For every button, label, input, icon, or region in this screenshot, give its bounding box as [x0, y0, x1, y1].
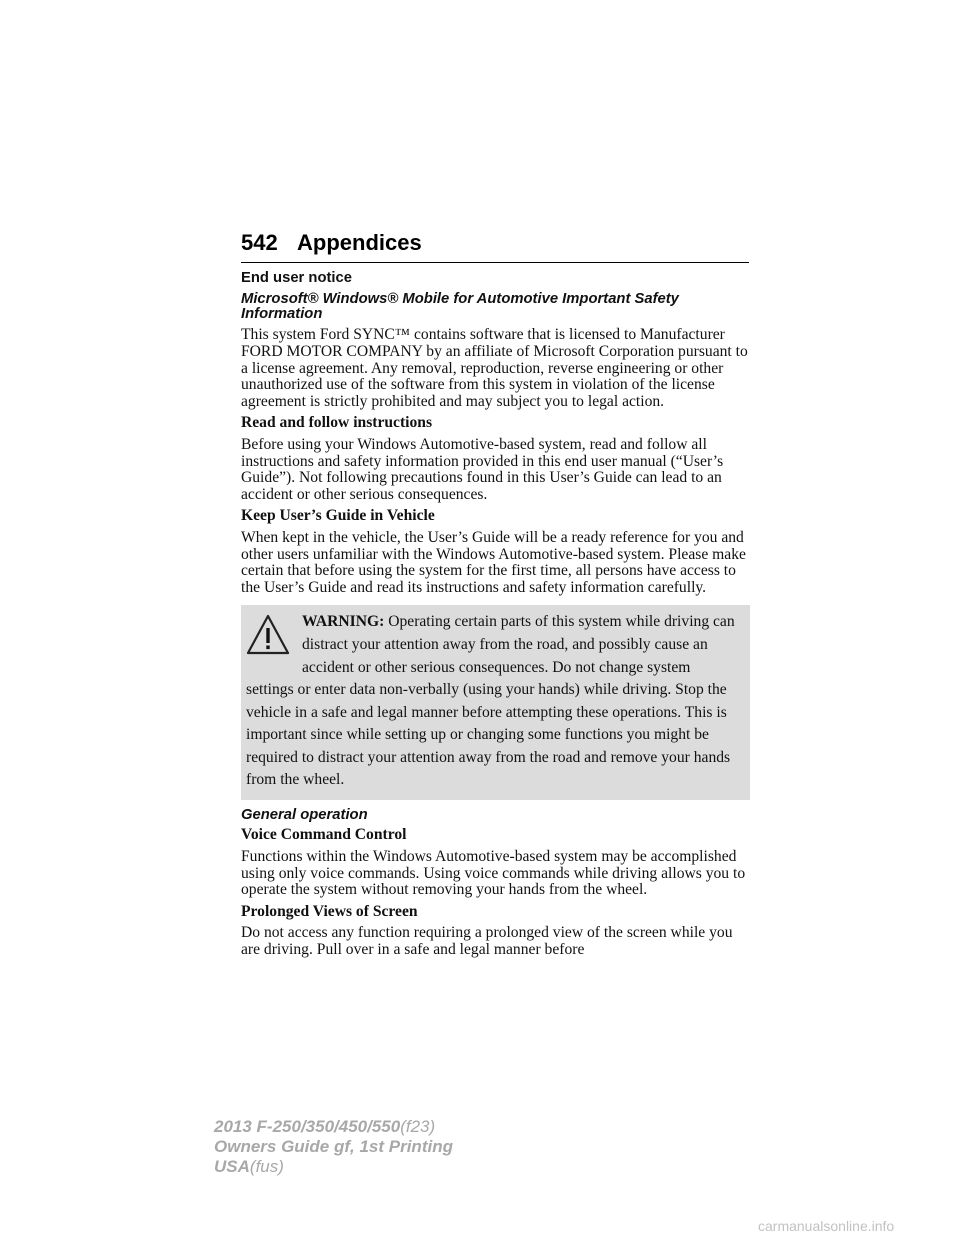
heading-read-follow: Read and follow instructions [241, 414, 433, 432]
footer-region: USA [214, 1157, 250, 1176]
footer-line-region [214, 1157, 453, 1177]
section-title: Appendices [297, 230, 422, 255]
heading-prolonged-views: Prolonged Views of Screen [241, 902, 418, 920]
page-header [241, 230, 749, 263]
footer-region-code: (fus) [249, 1157, 284, 1176]
page-content [241, 270, 751, 959]
footer-model-code: (f23) [400, 1117, 436, 1136]
footer-line-printing: Owners Guide gf, 1st Printing [214, 1137, 453, 1156]
footer-line-model [214, 1117, 453, 1137]
heading-voice-command: Voice Command Control [241, 826, 407, 844]
heading-microsoft-safety: Microsoft® Windows® Mobile for Automotive Important Safety Information [241, 290, 679, 322]
warning-box [241, 605, 750, 800]
heading-keep-guide: Keep User’s Guide in Vehicle [241, 507, 435, 525]
paragraph-keep-guide: When kept in the vehicle, the User’s Guide will be a ready reference for you and other users unfamiliar with the Windows Automotive-based system. Please make certain that before using the system for the first time, all persons have access to the User’s Guide and read its instructions and safety information carefully. [241, 528, 746, 596]
page-number: 542 [241, 230, 278, 255]
warning-triangle-icon [246, 613, 290, 657]
paragraph-prolonged-views: Do not access any function requiring a prolonged view of the screen while you are driving. Pull over in a safe and legal manner before [241, 924, 733, 959]
heading-general-operation: General operation [241, 807, 368, 824]
paragraph-license: This system Ford SYNC™ contains software that is licensed to Manufacturer FORD MOTOR COMPANY by an affiliate of Microsoft Corporation pursuant to a license agreement. Any removal, reproduction, reverse engineering or other unauthorized use of the software from this system in violation of the license agreement is strictly prohibited and may subject you to legal action. [241, 326, 748, 410]
watermark-link[interactable]: carmanualsonline.info [758, 1218, 895, 1234]
warning-label: WARNING: [302, 613, 385, 631]
heading-end-user-notice: End user notice [241, 270, 352, 286]
paragraph-voice-command: Functions within the Windows Automotive-based system may be accomplished using only voice commands. Using voice commands while driving allows you to operate the system without removing your hands from the wheel. [241, 848, 746, 899]
footer-model: 2013 F-250/350/450/550 [214, 1117, 401, 1136]
warning-text: Operating certain parts of this system while driving can distract your attention away from the road, and possibly cause an accident or other serious consequences. Do not change system settings or enter data non-verbally (using your hands) while driving. Stop the vehicle in a safe and legal manner before attempting these operations. This is important since while setting up or changing some functions you might be required to distract your attention away from the road and remove your hands from the wheel. [246, 613, 735, 789]
paragraph-read-follow: Before using your Windows Automotive-based system, read and follow all instructions and safety information provided in this end user manual (“User’s Guide”). Not following precautions found in this User’s Guide can lead to an accident or other serious consequences. [241, 435, 724, 503]
page-footer [214, 1117, 453, 1177]
